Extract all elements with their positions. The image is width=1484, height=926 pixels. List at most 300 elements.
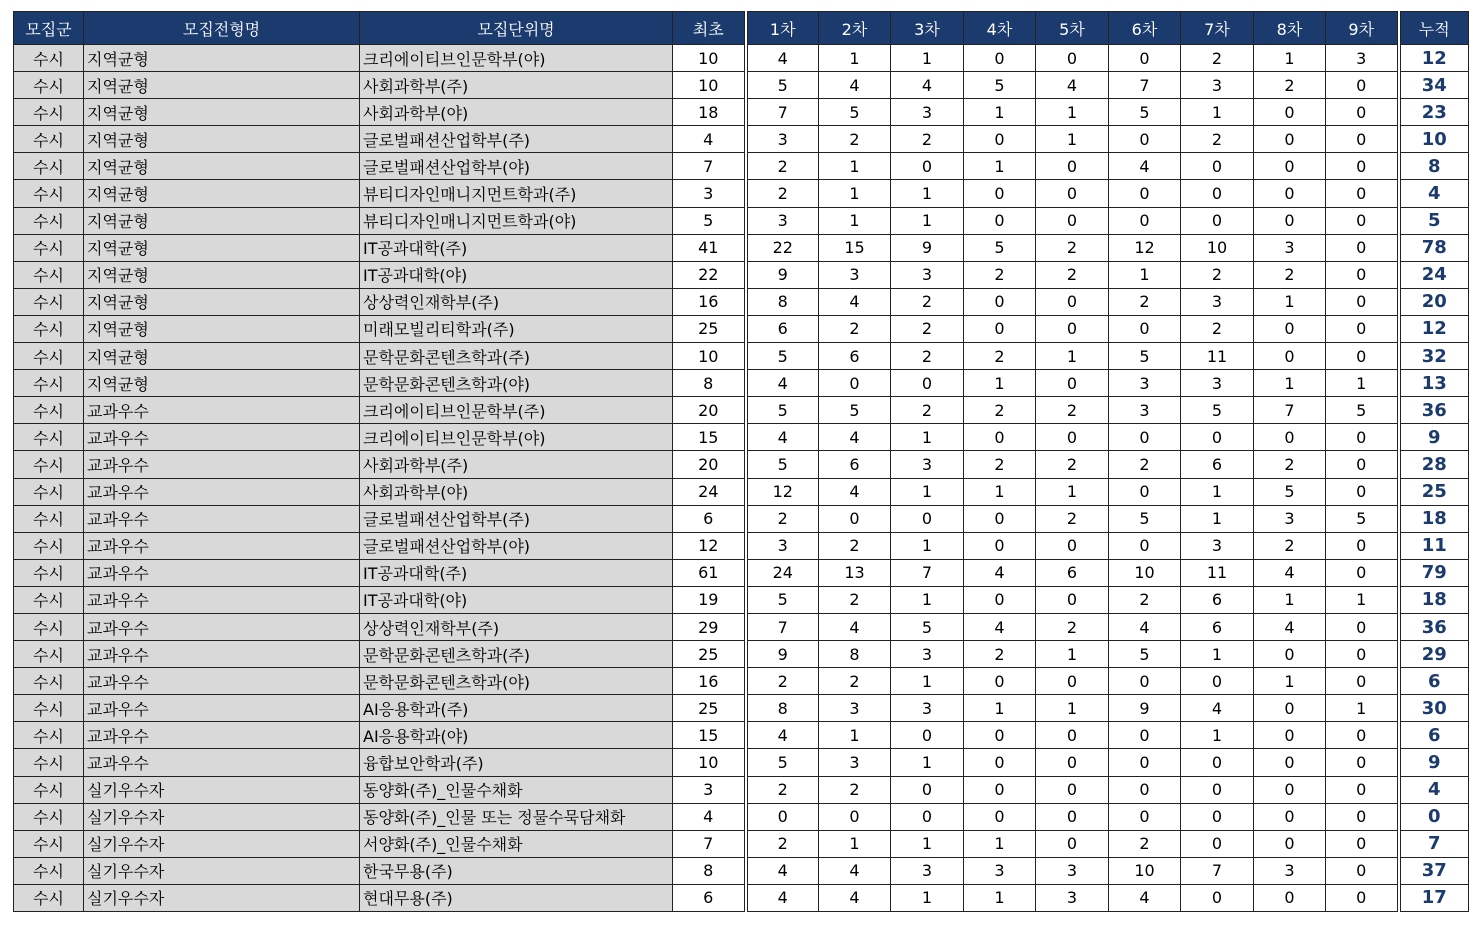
admission-type-cell: 지역균형 bbox=[84, 315, 360, 342]
round-count-cell: 0 bbox=[1036, 370, 1109, 397]
admission-type-cell: 지역균형 bbox=[84, 45, 360, 72]
round-count-cell: 9 bbox=[1109, 695, 1181, 722]
cumulative-count-cell: 18 bbox=[1399, 586, 1469, 613]
round-count-cell: 3 bbox=[746, 126, 819, 153]
round-count-cell: 0 bbox=[819, 505, 891, 532]
table-row bbox=[14, 559, 1469, 586]
round-count-cell: 0 bbox=[1036, 749, 1109, 776]
round-count-cell: 5 bbox=[1109, 641, 1181, 668]
round-count-cell: 5 bbox=[819, 397, 891, 424]
table-row bbox=[14, 288, 1469, 315]
round-count-cell: 5 bbox=[1326, 397, 1399, 424]
recruit-unit-cell: 상상력인재학부(주) bbox=[360, 288, 673, 315]
initial-count-cell: 41 bbox=[673, 234, 746, 261]
round-count-cell: 2 bbox=[1254, 72, 1326, 99]
round-count-cell: 2 bbox=[1036, 613, 1109, 640]
cumulative-count-cell: 9 bbox=[1399, 424, 1469, 451]
round-count-cell: 0 bbox=[1326, 234, 1399, 261]
column-header: 5차 bbox=[1036, 12, 1109, 45]
table-row bbox=[14, 641, 1469, 668]
round-count-cell: 0 bbox=[891, 505, 964, 532]
round-count-cell: 9 bbox=[891, 234, 964, 261]
column-header: 최초 bbox=[673, 12, 746, 45]
round-count-cell: 0 bbox=[1036, 586, 1109, 613]
round-count-cell: 1 bbox=[1036, 641, 1109, 668]
cumulative-count-cell: 5 bbox=[1399, 207, 1469, 234]
recruit-group-cell: 수시 bbox=[14, 234, 84, 261]
recruit-group-cell: 수시 bbox=[14, 315, 84, 342]
cumulative-count-cell: 34 bbox=[1399, 72, 1469, 99]
recruit-unit-cell: 크리에이티브인문학부(야) bbox=[360, 45, 673, 72]
round-count-cell: 11 bbox=[1181, 343, 1254, 370]
round-count-cell: 3 bbox=[891, 451, 964, 478]
round-count-cell: 1 bbox=[1254, 288, 1326, 315]
recruit-group-cell: 수시 bbox=[14, 803, 84, 830]
round-count-cell: 0 bbox=[1326, 207, 1399, 234]
round-count-cell: 3 bbox=[746, 207, 819, 234]
round-count-cell: 0 bbox=[964, 315, 1036, 342]
round-count-cell: 0 bbox=[964, 722, 1036, 749]
initial-count-cell: 4 bbox=[673, 803, 746, 830]
recruit-group-cell: 수시 bbox=[14, 668, 84, 695]
cumulative-count-cell: 7 bbox=[1399, 830, 1469, 857]
round-count-cell: 1 bbox=[891, 180, 964, 207]
round-count-cell: 5 bbox=[746, 586, 819, 613]
round-count-cell: 0 bbox=[964, 505, 1036, 532]
table-body bbox=[14, 45, 1469, 912]
round-count-cell: 3 bbox=[1181, 288, 1254, 315]
round-count-cell: 1 bbox=[964, 695, 1036, 722]
round-count-cell: 0 bbox=[1326, 830, 1399, 857]
table-row bbox=[14, 343, 1469, 370]
table-row bbox=[14, 180, 1469, 207]
round-count-cell: 0 bbox=[1254, 343, 1326, 370]
round-count-cell: 0 bbox=[1109, 424, 1181, 451]
round-count-cell: 0 bbox=[964, 126, 1036, 153]
initial-count-cell: 15 bbox=[673, 424, 746, 451]
round-count-cell: 4 bbox=[819, 424, 891, 451]
round-count-cell: 7 bbox=[1109, 72, 1181, 99]
round-count-cell: 4 bbox=[1254, 613, 1326, 640]
initial-count-cell: 10 bbox=[673, 72, 746, 99]
table-row bbox=[14, 695, 1469, 722]
admission-type-cell: 교과우수 bbox=[84, 505, 360, 532]
cumulative-count-cell: 23 bbox=[1399, 99, 1469, 126]
round-count-cell: 2 bbox=[1254, 532, 1326, 559]
round-count-cell: 1 bbox=[891, 424, 964, 451]
round-count-cell: 0 bbox=[1326, 315, 1399, 342]
initial-count-cell: 22 bbox=[673, 261, 746, 288]
admission-type-cell: 실기우수자 bbox=[84, 803, 360, 830]
round-count-cell: 0 bbox=[1326, 559, 1399, 586]
round-count-cell: 4 bbox=[746, 857, 819, 884]
admission-type-cell: 교과우수 bbox=[84, 424, 360, 451]
round-count-cell: 0 bbox=[1036, 722, 1109, 749]
round-count-cell: 0 bbox=[1109, 126, 1181, 153]
round-count-cell: 1 bbox=[891, 586, 964, 613]
round-count-cell: 0 bbox=[1036, 288, 1109, 315]
round-count-cell: 10 bbox=[1109, 857, 1181, 884]
initial-count-cell: 15 bbox=[673, 722, 746, 749]
table-row bbox=[14, 722, 1469, 749]
cumulative-count-cell: 18 bbox=[1399, 505, 1469, 532]
round-count-cell: 1 bbox=[819, 153, 891, 180]
recruit-group-cell: 수시 bbox=[14, 695, 84, 722]
round-count-cell: 0 bbox=[1326, 884, 1399, 911]
round-count-cell: 4 bbox=[819, 613, 891, 640]
round-count-cell: 5 bbox=[1254, 478, 1326, 505]
round-count-cell: 0 bbox=[1254, 424, 1326, 451]
round-count-cell: 2 bbox=[746, 830, 819, 857]
round-count-cell: 1 bbox=[891, 668, 964, 695]
table-row bbox=[14, 397, 1469, 424]
recruit-unit-cell: 뷰티디자인매니지먼트학과(주) bbox=[360, 180, 673, 207]
round-count-cell: 0 bbox=[1036, 424, 1109, 451]
table-row bbox=[14, 668, 1469, 695]
cumulative-count-cell: 4 bbox=[1399, 180, 1469, 207]
round-count-cell: 1 bbox=[964, 830, 1036, 857]
round-count-cell: 2 bbox=[1181, 45, 1254, 72]
round-count-cell: 0 bbox=[1326, 776, 1399, 803]
table-row bbox=[14, 234, 1469, 261]
round-count-cell: 2 bbox=[964, 261, 1036, 288]
round-count-cell: 0 bbox=[1254, 776, 1326, 803]
round-count-cell: 0 bbox=[1254, 884, 1326, 911]
recruit-unit-cell: 문학문화콘텐츠학과(주) bbox=[360, 641, 673, 668]
round-count-cell: 3 bbox=[1036, 857, 1109, 884]
round-count-cell: 2 bbox=[746, 180, 819, 207]
round-count-cell: 3 bbox=[1036, 884, 1109, 911]
round-count-cell: 2 bbox=[1254, 451, 1326, 478]
admission-type-cell: 실기우수자 bbox=[84, 830, 360, 857]
round-count-cell: 1 bbox=[1036, 695, 1109, 722]
cumulative-count-cell: 29 bbox=[1399, 641, 1469, 668]
cumulative-count-cell: 78 bbox=[1399, 234, 1469, 261]
round-count-cell: 2 bbox=[1036, 397, 1109, 424]
round-count-cell: 4 bbox=[746, 424, 819, 451]
recruit-unit-cell: IT공과대학(주) bbox=[360, 559, 673, 586]
recruit-unit-cell: 크리에이티브인문학부(주) bbox=[360, 397, 673, 424]
recruit-unit-cell: 현대무용(주) bbox=[360, 884, 673, 911]
round-count-cell: 1 bbox=[891, 478, 964, 505]
round-count-cell: 0 bbox=[891, 370, 964, 397]
initial-count-cell: 10 bbox=[673, 45, 746, 72]
table-row bbox=[14, 532, 1469, 559]
cumulative-count-cell: 79 bbox=[1399, 559, 1469, 586]
round-count-cell: 4 bbox=[746, 45, 819, 72]
round-count-cell: 0 bbox=[964, 803, 1036, 830]
round-count-cell: 0 bbox=[891, 803, 964, 830]
table-row bbox=[14, 451, 1469, 478]
round-count-cell: 1 bbox=[1036, 99, 1109, 126]
round-count-cell: 4 bbox=[1036, 72, 1109, 99]
cumulative-count-cell: 36 bbox=[1399, 613, 1469, 640]
round-count-cell: 0 bbox=[1254, 315, 1326, 342]
column-header: 모집군 bbox=[14, 12, 84, 45]
round-count-cell: 3 bbox=[1181, 72, 1254, 99]
round-count-cell: 0 bbox=[1109, 803, 1181, 830]
round-count-cell: 1 bbox=[819, 207, 891, 234]
initial-count-cell: 8 bbox=[673, 857, 746, 884]
round-count-cell: 0 bbox=[1036, 315, 1109, 342]
column-header: 8차 bbox=[1254, 12, 1326, 45]
round-count-cell: 5 bbox=[746, 749, 819, 776]
initial-count-cell: 10 bbox=[673, 343, 746, 370]
round-count-cell: 3 bbox=[891, 695, 964, 722]
round-count-cell: 2 bbox=[819, 668, 891, 695]
cumulative-count-cell: 37 bbox=[1399, 857, 1469, 884]
round-count-cell: 0 bbox=[1326, 722, 1399, 749]
round-count-cell: 2 bbox=[1254, 261, 1326, 288]
round-count-cell: 1 bbox=[964, 884, 1036, 911]
round-count-cell: 3 bbox=[891, 261, 964, 288]
round-count-cell: 0 bbox=[964, 45, 1036, 72]
round-count-cell: 3 bbox=[891, 99, 964, 126]
round-count-cell: 0 bbox=[1036, 180, 1109, 207]
admission-type-cell: 지역균형 bbox=[84, 234, 360, 261]
round-count-cell: 0 bbox=[891, 153, 964, 180]
cumulative-count-cell: 36 bbox=[1399, 397, 1469, 424]
recruit-unit-cell: 뷰티디자인매니지먼트학과(야) bbox=[360, 207, 673, 234]
recruit-unit-cell: 미래모빌리티학과(주) bbox=[360, 315, 673, 342]
cumulative-count-cell: 20 bbox=[1399, 288, 1469, 315]
cumulative-count-cell: 28 bbox=[1399, 451, 1469, 478]
cumulative-count-cell: 24 bbox=[1399, 261, 1469, 288]
recruit-unit-cell: AI응용학과(주) bbox=[360, 695, 673, 722]
admission-type-cell: 실기우수자 bbox=[84, 884, 360, 911]
table-row bbox=[14, 505, 1469, 532]
table-row bbox=[14, 99, 1469, 126]
round-count-cell: 0 bbox=[1109, 315, 1181, 342]
round-count-cell: 2 bbox=[964, 343, 1036, 370]
initial-count-cell: 5 bbox=[673, 207, 746, 234]
round-count-cell: 0 bbox=[1036, 668, 1109, 695]
initial-count-cell: 6 bbox=[673, 505, 746, 532]
recruit-unit-cell: 상상력인재학부(주) bbox=[360, 613, 673, 640]
round-count-cell: 0 bbox=[1036, 45, 1109, 72]
recruit-group-cell: 수시 bbox=[14, 288, 84, 315]
initial-count-cell: 20 bbox=[673, 397, 746, 424]
initial-count-cell: 20 bbox=[673, 451, 746, 478]
round-count-cell: 1 bbox=[891, 45, 964, 72]
admission-type-cell: 지역균형 bbox=[84, 343, 360, 370]
admission-table bbox=[13, 11, 1469, 912]
recruit-group-cell: 수시 bbox=[14, 857, 84, 884]
round-count-cell: 6 bbox=[1036, 559, 1109, 586]
cumulative-count-cell: 0 bbox=[1399, 803, 1469, 830]
initial-count-cell: 12 bbox=[673, 532, 746, 559]
round-count-cell: 4 bbox=[746, 370, 819, 397]
round-count-cell: 24 bbox=[746, 559, 819, 586]
round-count-cell: 5 bbox=[891, 613, 964, 640]
recruit-unit-cell: 사회과학부(야) bbox=[360, 478, 673, 505]
round-count-cell: 6 bbox=[746, 315, 819, 342]
admission-type-cell: 지역균형 bbox=[84, 126, 360, 153]
round-count-cell: 0 bbox=[1254, 722, 1326, 749]
recruit-group-cell: 수시 bbox=[14, 45, 84, 72]
recruit-unit-cell: 글로벌패션산업학부(야) bbox=[360, 532, 673, 559]
initial-count-cell: 10 bbox=[673, 749, 746, 776]
round-count-cell: 3 bbox=[1254, 505, 1326, 532]
table-row bbox=[14, 613, 1469, 640]
round-count-cell: 3 bbox=[1109, 397, 1181, 424]
round-count-cell: 0 bbox=[1254, 126, 1326, 153]
column-header: 3차 bbox=[891, 12, 964, 45]
initial-count-cell: 16 bbox=[673, 288, 746, 315]
round-count-cell: 0 bbox=[819, 370, 891, 397]
cumulative-count-cell: 10 bbox=[1399, 126, 1469, 153]
recruit-group-cell: 수시 bbox=[14, 99, 84, 126]
recruit-group-cell: 수시 bbox=[14, 641, 84, 668]
admission-type-cell: 실기우수자 bbox=[84, 776, 360, 803]
round-count-cell: 15 bbox=[819, 234, 891, 261]
admission-type-cell: 교과우수 bbox=[84, 586, 360, 613]
round-count-cell: 0 bbox=[819, 803, 891, 830]
table-row bbox=[14, 586, 1469, 613]
table-row bbox=[14, 261, 1469, 288]
round-count-cell: 2 bbox=[819, 315, 891, 342]
round-count-cell: 0 bbox=[1326, 641, 1399, 668]
initial-count-cell: 3 bbox=[673, 180, 746, 207]
round-count-cell: 1 bbox=[1181, 641, 1254, 668]
round-count-cell: 0 bbox=[1181, 180, 1254, 207]
admission-type-cell: 지역균형 bbox=[84, 72, 360, 99]
round-count-cell: 4 bbox=[819, 288, 891, 315]
initial-count-cell: 16 bbox=[673, 668, 746, 695]
round-count-cell: 0 bbox=[964, 749, 1036, 776]
round-count-cell: 2 bbox=[891, 288, 964, 315]
recruit-unit-cell: 문학문화콘텐츠학과(야) bbox=[360, 668, 673, 695]
round-count-cell: 9 bbox=[746, 261, 819, 288]
recruit-group-cell: 수시 bbox=[14, 72, 84, 99]
round-count-cell: 8 bbox=[819, 641, 891, 668]
round-count-cell: 1 bbox=[964, 370, 1036, 397]
round-count-cell: 0 bbox=[964, 424, 1036, 451]
round-count-cell: 8 bbox=[746, 695, 819, 722]
round-count-cell: 2 bbox=[964, 641, 1036, 668]
round-count-cell: 3 bbox=[1181, 532, 1254, 559]
round-count-cell: 1 bbox=[1254, 668, 1326, 695]
table-row bbox=[14, 315, 1469, 342]
admission-type-cell: 교과우수 bbox=[84, 478, 360, 505]
recruit-unit-cell: 한국무용(주) bbox=[360, 857, 673, 884]
recruit-group-cell: 수시 bbox=[14, 126, 84, 153]
recruit-unit-cell: IT공과대학(야) bbox=[360, 586, 673, 613]
round-count-cell: 0 bbox=[746, 803, 819, 830]
recruit-unit-cell: 사회과학부(주) bbox=[360, 72, 673, 99]
column-header: 7차 bbox=[1181, 12, 1254, 45]
table-row bbox=[14, 803, 1469, 830]
round-count-cell: 2 bbox=[1181, 261, 1254, 288]
round-count-cell: 0 bbox=[1181, 207, 1254, 234]
admission-type-cell: 지역균형 bbox=[84, 207, 360, 234]
recruit-group-cell: 수시 bbox=[14, 586, 84, 613]
cumulative-count-cell: 9 bbox=[1399, 749, 1469, 776]
recruit-unit-cell: 사회과학부(야) bbox=[360, 99, 673, 126]
round-count-cell: 0 bbox=[1036, 532, 1109, 559]
round-count-cell: 22 bbox=[746, 234, 819, 261]
round-count-cell: 0 bbox=[1109, 668, 1181, 695]
round-count-cell: 1 bbox=[1254, 586, 1326, 613]
admission-type-cell: 교과우수 bbox=[84, 559, 360, 586]
round-count-cell: 1 bbox=[891, 749, 964, 776]
round-count-cell: 0 bbox=[1326, 803, 1399, 830]
recruit-unit-cell: 문학문화콘텐츠학과(야) bbox=[360, 370, 673, 397]
round-count-cell: 0 bbox=[1326, 451, 1399, 478]
recruit-group-cell: 수시 bbox=[14, 749, 84, 776]
table-row bbox=[14, 153, 1469, 180]
initial-count-cell: 29 bbox=[673, 613, 746, 640]
round-count-cell: 5 bbox=[964, 72, 1036, 99]
round-count-cell: 1 bbox=[819, 830, 891, 857]
round-count-cell: 6 bbox=[819, 343, 891, 370]
round-count-cell: 3 bbox=[1254, 234, 1326, 261]
round-count-cell: 7 bbox=[746, 613, 819, 640]
round-count-cell: 6 bbox=[819, 451, 891, 478]
table-row bbox=[14, 749, 1469, 776]
round-count-cell: 3 bbox=[819, 261, 891, 288]
recruit-unit-cell: 크리에이티브인문학부(야) bbox=[360, 424, 673, 451]
recruit-group-cell: 수시 bbox=[14, 776, 84, 803]
column-header: 누적 bbox=[1399, 12, 1469, 45]
round-count-cell: 10 bbox=[1181, 234, 1254, 261]
round-count-cell: 2 bbox=[746, 505, 819, 532]
round-count-cell: 0 bbox=[964, 207, 1036, 234]
round-count-cell: 5 bbox=[1109, 505, 1181, 532]
round-count-cell: 1 bbox=[819, 45, 891, 72]
admission-type-cell: 교과우수 bbox=[84, 641, 360, 668]
round-count-cell: 0 bbox=[1326, 857, 1399, 884]
round-count-cell: 2 bbox=[891, 397, 964, 424]
table-row bbox=[14, 207, 1469, 234]
recruit-group-cell: 수시 bbox=[14, 207, 84, 234]
round-count-cell: 2 bbox=[964, 397, 1036, 424]
round-count-cell: 0 bbox=[1254, 207, 1326, 234]
round-count-cell: 0 bbox=[1036, 803, 1109, 830]
round-count-cell: 0 bbox=[1254, 153, 1326, 180]
round-count-cell: 2 bbox=[1181, 126, 1254, 153]
initial-count-cell: 25 bbox=[673, 315, 746, 342]
round-count-cell: 4 bbox=[746, 722, 819, 749]
round-count-cell: 0 bbox=[1181, 776, 1254, 803]
round-count-cell: 1 bbox=[1326, 695, 1399, 722]
round-count-cell: 10 bbox=[1109, 559, 1181, 586]
round-count-cell: 0 bbox=[1254, 180, 1326, 207]
round-count-cell: 0 bbox=[1254, 99, 1326, 126]
round-count-cell: 0 bbox=[1326, 261, 1399, 288]
initial-count-cell: 61 bbox=[673, 559, 746, 586]
round-count-cell: 2 bbox=[1036, 234, 1109, 261]
round-count-cell: 0 bbox=[1181, 153, 1254, 180]
recruit-group-cell: 수시 bbox=[14, 261, 84, 288]
round-count-cell: 0 bbox=[1109, 45, 1181, 72]
round-count-cell: 1 bbox=[1254, 45, 1326, 72]
round-count-cell: 6 bbox=[1181, 613, 1254, 640]
round-count-cell: 4 bbox=[1181, 695, 1254, 722]
round-count-cell: 0 bbox=[891, 776, 964, 803]
cumulative-count-cell: 12 bbox=[1399, 315, 1469, 342]
column-header: 1차 bbox=[746, 12, 819, 45]
round-count-cell: 4 bbox=[964, 613, 1036, 640]
initial-count-cell: 7 bbox=[673, 830, 746, 857]
round-count-cell: 0 bbox=[1326, 478, 1399, 505]
cumulative-count-cell: 6 bbox=[1399, 668, 1469, 695]
round-count-cell: 2 bbox=[819, 126, 891, 153]
admission-type-cell: 지역균형 bbox=[84, 99, 360, 126]
round-count-cell: 0 bbox=[1181, 884, 1254, 911]
round-count-cell: 3 bbox=[964, 857, 1036, 884]
round-count-cell: 0 bbox=[1109, 776, 1181, 803]
